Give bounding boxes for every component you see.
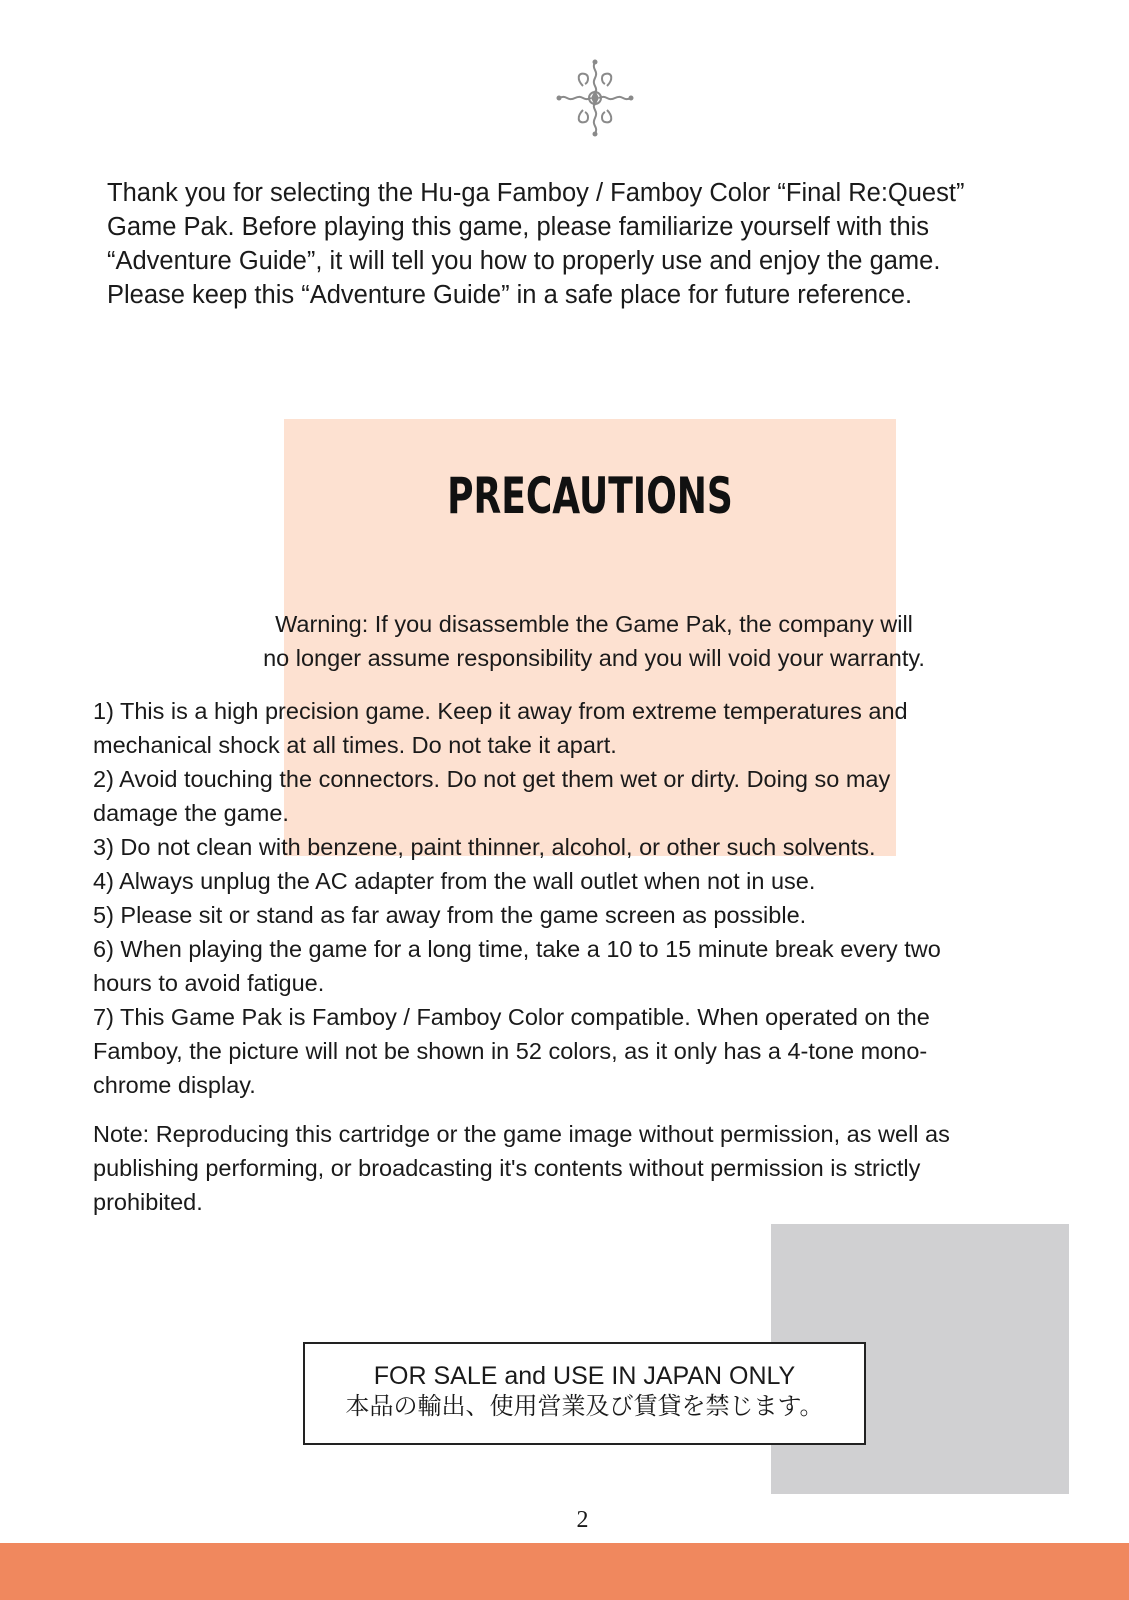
precaution-line: damage the game. (93, 800, 289, 826)
precaution-line: Famboy, the picture will not be shown in 52 colors, as it only has a 4-tone mono- (93, 1038, 928, 1064)
intro-line: Thank you for selecting the Hu-ga Famboy / Famboy Color “Final Re:Quest” (107, 179, 965, 207)
copyright-note (93, 1117, 1053, 1219)
precaution-line: mechanical shock at all times. Do not take it apart. (93, 732, 617, 758)
intro-line: Please keep this “Adventure Guide” in a safe place for future reference. (107, 281, 913, 309)
warning-line: Warning: If you disassemble the Game Pak, the company will (275, 611, 913, 637)
precaution-line: 6) When playing the game for a long time, take a 10 to 15 minute break every two (93, 936, 941, 962)
precaution-line: 3) Do not clean with benzene, paint thinner, alcohol, or other such solvents. (93, 834, 876, 860)
precaution-line: hours to avoid fatigue. (93, 970, 325, 996)
precaution-line: 2) Avoid touching the connectors. Do not get them wet or dirty. Doing so may (93, 766, 891, 792)
precautions-list (93, 694, 1053, 1102)
sale-notice-box (303, 1342, 866, 1445)
sale-notice-japanese: 本品の輸出、使用営業及び賃貸を禁じます。 (345, 1392, 824, 1420)
page-number: 2 (576, 1507, 589, 1533)
precaution-line: 4) Always unplug the AC adapter from the wall outlet when not in use. (93, 868, 816, 894)
precaution-line: 1) This is a high precision game. Keep it away from extreme temperatures and (93, 698, 908, 724)
note-line: prohibited. (93, 1189, 203, 1215)
damask-ornament-icon (555, 58, 635, 138)
warning-text (94, 607, 1094, 675)
intro-line: Game Pak. Before playing this game, please familiarize yourself with this (107, 213, 930, 241)
sale-notice-english: FOR SALE and USE IN JAPAN ONLY (373, 1362, 796, 1390)
intro-paragraph (107, 176, 1067, 312)
precaution-line: 7) This Game Pak is Famboy / Famboy Color compatible. When operated on the (93, 1004, 930, 1030)
intro-line: “Adventure Guide”, it will tell you how to properly use and enjoy the game. (107, 247, 941, 275)
precaution-line: chrome display. (93, 1072, 256, 1098)
warning-line: no longer assume responsibility and you will void your warranty. (263, 645, 925, 671)
precautions-title: PRECAUTIONS (447, 467, 733, 525)
footer-bar (0, 1543, 1129, 1600)
note-line: publishing performing, or broadcasting it's contents without permission is strictly (93, 1155, 921, 1181)
note-line: Note: Reproducing this cartridge or the game image without permission, as well as (93, 1121, 950, 1147)
precaution-line: 5) Please sit or stand as far away from the game screen as possible. (93, 902, 807, 928)
